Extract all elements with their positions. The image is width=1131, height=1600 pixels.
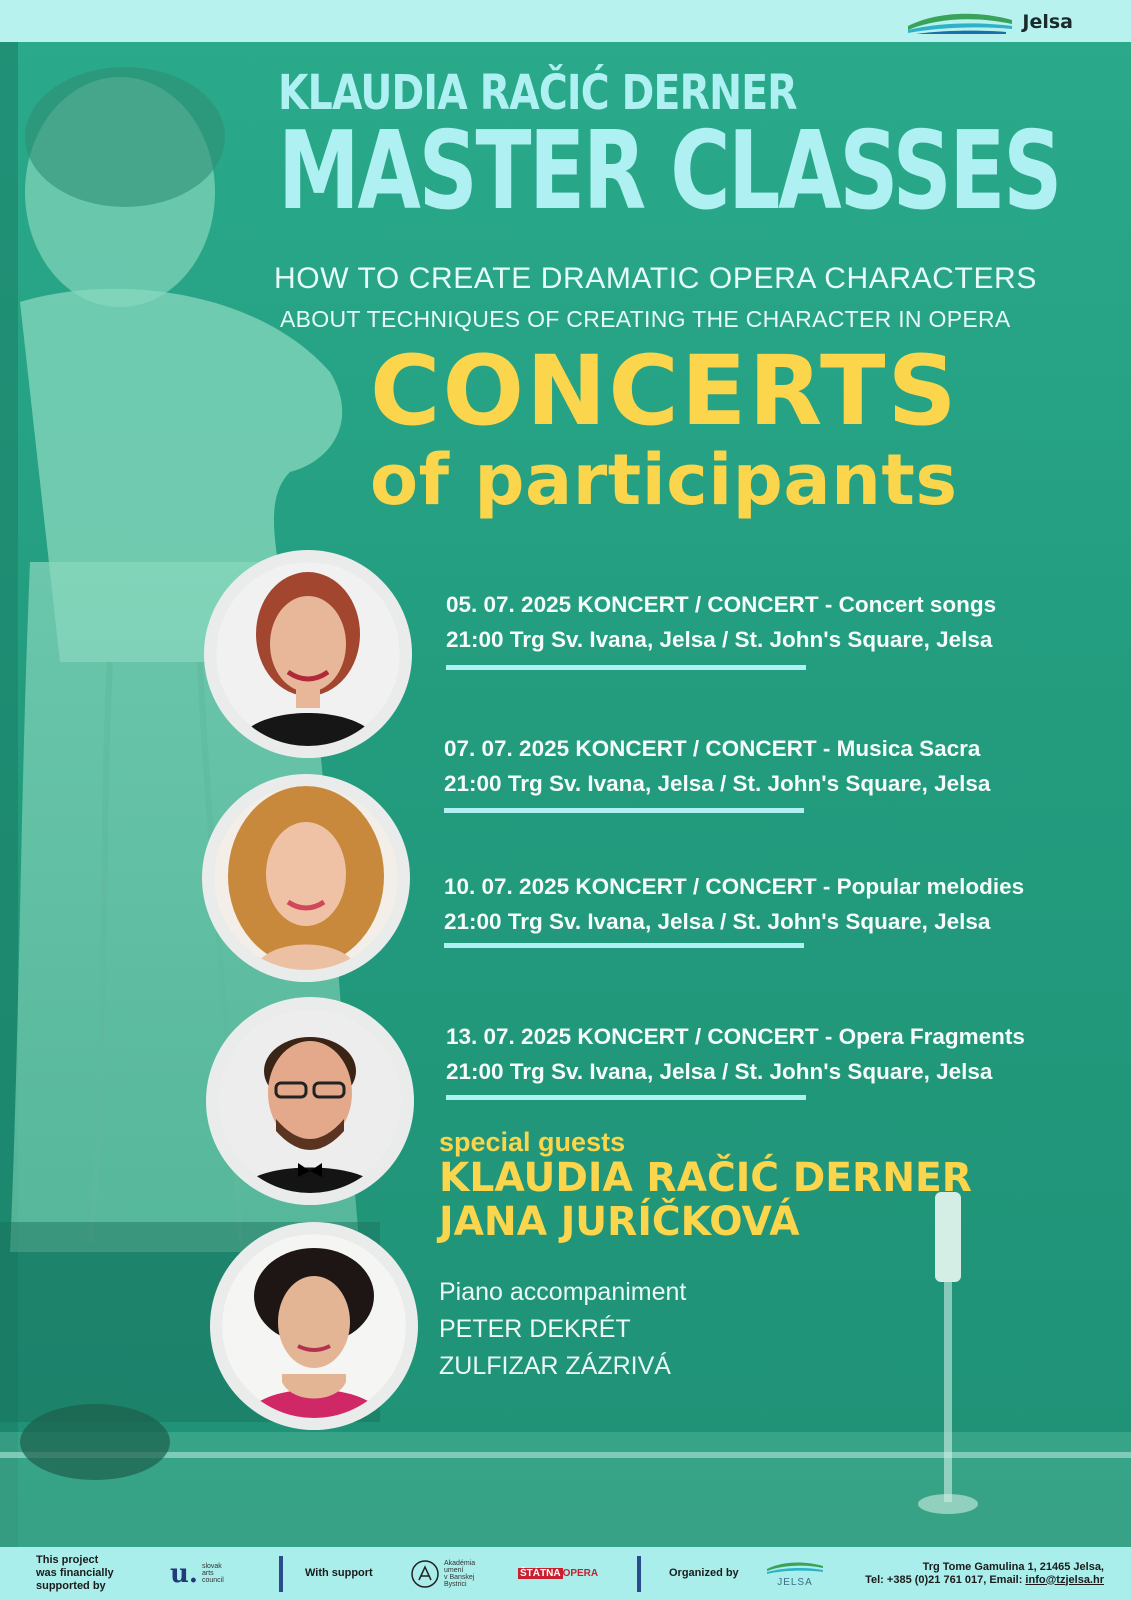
event-1-venue: 21:00 Trg Sv. Ivana, Jelsa / St. John's Square, Jelsa — [446, 627, 993, 652]
arts-council-logo — [170, 1547, 224, 1600]
instructor-name: KLAUDIA RAČIĆ DERNER — [278, 65, 797, 121]
portrait-2 — [202, 774, 410, 982]
event-2 — [444, 731, 1104, 801]
jelsa-logo — [906, 8, 1073, 36]
top-bar — [0, 0, 1131, 42]
event-3-venue: 21:00 Trg Sv. Ivana, Jelsa / St. John's Square, Jelsa — [444, 909, 991, 934]
special-guests-label: special guests — [439, 1127, 626, 1157]
piano-accompaniment — [439, 1274, 686, 1385]
pianist-name: ZULFIZAR ZÁZRIVÁ — [439, 1352, 671, 1380]
event-2-divider — [444, 808, 804, 813]
special-guest-name: KLAUDIA RAČIĆ DERNER — [439, 1155, 972, 1201]
funding-note — [36, 1547, 114, 1600]
arts-council-letter: u. — [170, 1558, 198, 1589]
funding-line: was financially — [36, 1567, 114, 1579]
concerts-heading: CONCERTS — [370, 335, 959, 447]
state-opera-left: ŠTÁTNA — [520, 1568, 561, 1579]
organizer-logo-text: JELSA — [777, 1577, 813, 1588]
event-1-divider — [446, 665, 806, 670]
event-1-title: 05. 07. 2025 KONCERT / CONCERT - Concert songs — [446, 592, 997, 617]
contact-info — [842, 1547, 1104, 1600]
poster — [0, 42, 1131, 1547]
academy-logo — [410, 1547, 475, 1600]
event-2-venue: 21:00 Trg Sv. Ivana, Jelsa / St. John's Square, Jelsa — [444, 771, 991, 796]
special-guest-name: JANA JURÍČKOVÁ — [439, 1199, 800, 1245]
woman-dark-hair-portrait-icon — [222, 1234, 406, 1418]
state-opera-logo — [518, 1547, 598, 1600]
arts-council-text: arts — [201, 1570, 214, 1577]
event-3 — [444, 869, 1104, 939]
arts-council-text: council — [201, 1577, 224, 1584]
special-guests — [439, 1128, 983, 1244]
title-block — [274, 65, 1098, 521]
subtitle-secondary: ABOUT TECHNIQUES OF CREATING THE CHARACTER IN OPERA — [280, 306, 1011, 332]
master-classes-title: MASTER CLASSES — [278, 109, 1061, 234]
contact-line — [865, 1574, 1104, 1587]
woman-portrait-icon — [216, 562, 400, 746]
academy-text: umení — [444, 1566, 464, 1574]
woman-curly-hair-portrait-icon — [214, 786, 398, 970]
footer — [0, 1547, 1131, 1600]
portrait-1 — [204, 550, 412, 758]
pianist-name: PETER DEKRÉT — [439, 1315, 631, 1343]
state-opera-right: OPERA — [562, 1568, 599, 1579]
event-4 — [446, 1019, 1106, 1089]
funding-line: supported by — [36, 1580, 106, 1592]
organized-label: Organized by — [669, 1567, 739, 1579]
academy-text: Akadémia — [444, 1559, 476, 1567]
academy-text: v Banskej — [444, 1573, 475, 1581]
event-2-title: 07. 07. 2025 KONCERT / CONCERT - Musica Sacra — [444, 736, 981, 761]
subtitle-primary: HOW TO CREATE DRAMATIC OPERA CHARACTERS — [274, 262, 1037, 295]
piano-label: Piano accompaniment — [439, 1278, 687, 1306]
event-4-venue: 21:00 Trg Sv. Ivana, Jelsa / St. John's Square, Jelsa — [446, 1059, 993, 1084]
man-portrait-icon — [218, 1009, 402, 1193]
phone-email-label: Tel: +385 (0)21 761 017, Email: — [865, 1573, 1026, 1586]
footer-divider — [279, 1556, 283, 1592]
email-link[interactable]: info@tzjelsa.hr — [1025, 1573, 1104, 1586]
event-1 — [446, 587, 1106, 657]
academy-circle-icon — [410, 1559, 440, 1589]
event-4-divider — [446, 1095, 806, 1100]
jelsa-wave-icon — [765, 1559, 825, 1575]
address-line: Trg Tome Gamulina 1, 21465 Jelsa, — [922, 1560, 1104, 1573]
event-3-title: 10. 07. 2025 KONCERT / CONCERT - Popular melodies — [444, 874, 1025, 899]
jelsa-logo-text: Jelsa — [1022, 11, 1073, 33]
event-4-title: 13. 07. 2025 KONCERT / CONCERT - Opera Fragments — [446, 1024, 1025, 1049]
arts-council-text: slovak — [201, 1563, 222, 1570]
portrait-4 — [210, 1222, 418, 1430]
portrait-3 — [206, 997, 414, 1205]
support-label: With support — [305, 1567, 373, 1579]
organizer-logo — [765, 1547, 825, 1600]
funding-line: This project — [36, 1554, 99, 1566]
event-3-divider — [444, 943, 804, 948]
participants-heading: of participants — [370, 439, 958, 521]
footer-divider — [637, 1556, 641, 1592]
jelsa-wave-icon — [906, 8, 1016, 36]
academy-text: Bystrici — [444, 1580, 467, 1588]
